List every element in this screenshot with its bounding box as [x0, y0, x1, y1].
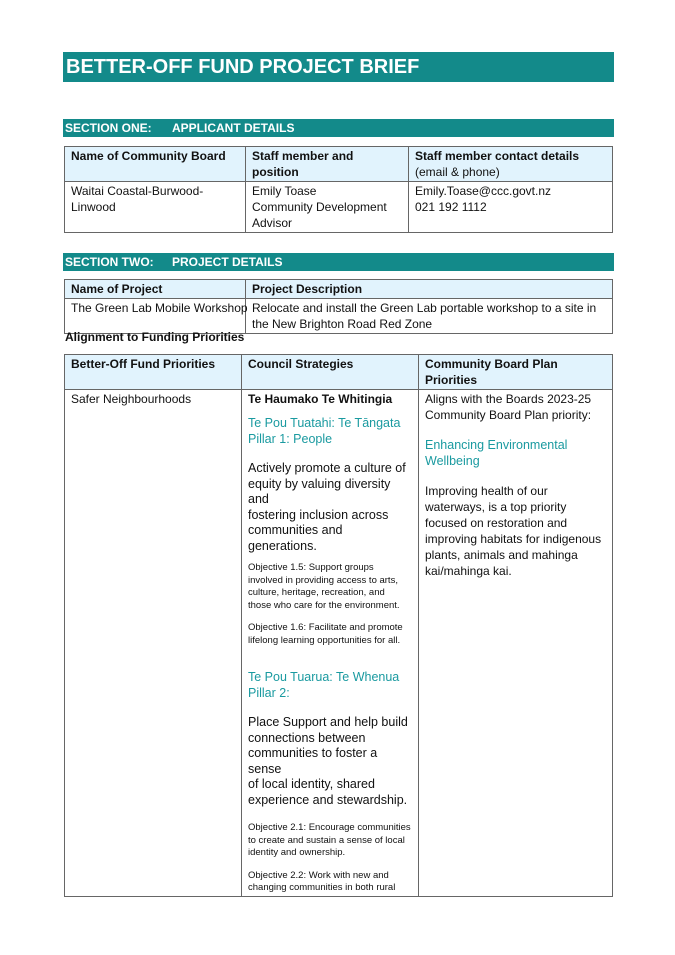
- pillar-2-title: Te Pou Tuarua: Te Whenua Pillar 2:: [248, 670, 400, 700]
- section-two-header: [63, 253, 614, 271]
- contact-phone: 021 192 1112: [415, 200, 487, 214]
- project-name: The Green Lab Mobile Workshop: [65, 299, 246, 334]
- council-strategies-cell: [242, 390, 419, 897]
- project-description: Relocate and install the Green Lab portable workshop to a site in the New Brighton Road Red Zone: [246, 299, 613, 334]
- pillar-2-text: Place Support and help build connections between communities to foster a sense of local identity, shared experience and stewardship.: [248, 715, 408, 807]
- fund-priority: Safer Neighbourhoods: [65, 390, 242, 897]
- header-community-board: Name of Community Board: [65, 147, 246, 182]
- section-one-number: SECTION ONE:: [65, 121, 152, 135]
- alignment-header-row: [65, 355, 613, 390]
- board-plan-cell: [419, 390, 613, 897]
- document-title-bar: [63, 52, 614, 82]
- applicant-data-row: [65, 182, 613, 233]
- objective-2-1: Objective 2.1: Encourage communities to create and sustain a sense of local identity and ownership.: [248, 822, 411, 858]
- strategy-title: Te Haumako Te Whitingia: [248, 392, 393, 406]
- section-two-label: PROJECT DETAILS: [172, 255, 283, 269]
- header-staff-member: Staff member and position: [246, 147, 409, 182]
- alignment-data-row: [65, 390, 613, 897]
- objective-2-2: Objective 2.2: Work with new and changing communities in both rural: [248, 869, 396, 893]
- objective-1-6: Objective 1.6: Facilitate and promote lifelong learning opportunities for all.: [248, 622, 403, 646]
- header-board-plan-priorities: Community Board Plan Priorities: [419, 355, 613, 390]
- applicant-details-table: [64, 146, 613, 233]
- header-council-strategies: Council Strategies: [242, 355, 419, 390]
- project-details-table: [64, 279, 613, 334]
- section-one-header: [63, 119, 614, 137]
- contact-email: Emily.Toase@ccc.govt.nz: [415, 184, 552, 198]
- board-plan-intro: Aligns with the Boards 2023-25 Community Board Plan priority:: [425, 392, 592, 422]
- section-one-label: APPLICANT DETAILS: [172, 121, 295, 135]
- header-fund-priorities: Better-Off Fund Priorities: [65, 355, 242, 390]
- community-board-name: Waitai Coastal-Burwood- Linwood: [65, 182, 246, 233]
- header-project-name: Name of Project: [65, 280, 246, 299]
- header-contact-details: Staff member contact details (email & phone): [409, 147, 613, 182]
- alignment-label: Alignment to Funding Priorities: [65, 330, 245, 344]
- board-plan-priority-title: Enhancing Environmental Wellbeing: [425, 438, 568, 468]
- header-project-description: Project Description: [246, 280, 613, 299]
- contact-details: [409, 182, 613, 233]
- document-title: BETTER-OFF FUND PROJECT BRIEF: [66, 56, 420, 78]
- staff-member: Emily Toase Community Development Advisor: [246, 182, 409, 233]
- board-plan-text: Improving health of our waterways, is a top priority focused on restoration and improving habitats for indigenous plants, animals and mahinga kai/mahinga kai.: [425, 484, 602, 578]
- pillar-1-text: Actively promote a culture of equity by valuing diversity and fostering inclusion across communities and generations.: [248, 461, 406, 553]
- objective-1-5: Objective 1.5: Support groups involved in providing access to arts, culture, heritage, recreation, and those who care for the environment.: [248, 562, 400, 611]
- applicant-header-row: [65, 147, 613, 182]
- pillar-1-title: Te Pou Tuatahi: Te Tāngata Pillar 1: People: [248, 416, 401, 446]
- section-two-number: SECTION TWO:: [65, 255, 154, 269]
- project-header-row: [65, 280, 613, 299]
- funding-alignment-table: [64, 354, 613, 897]
